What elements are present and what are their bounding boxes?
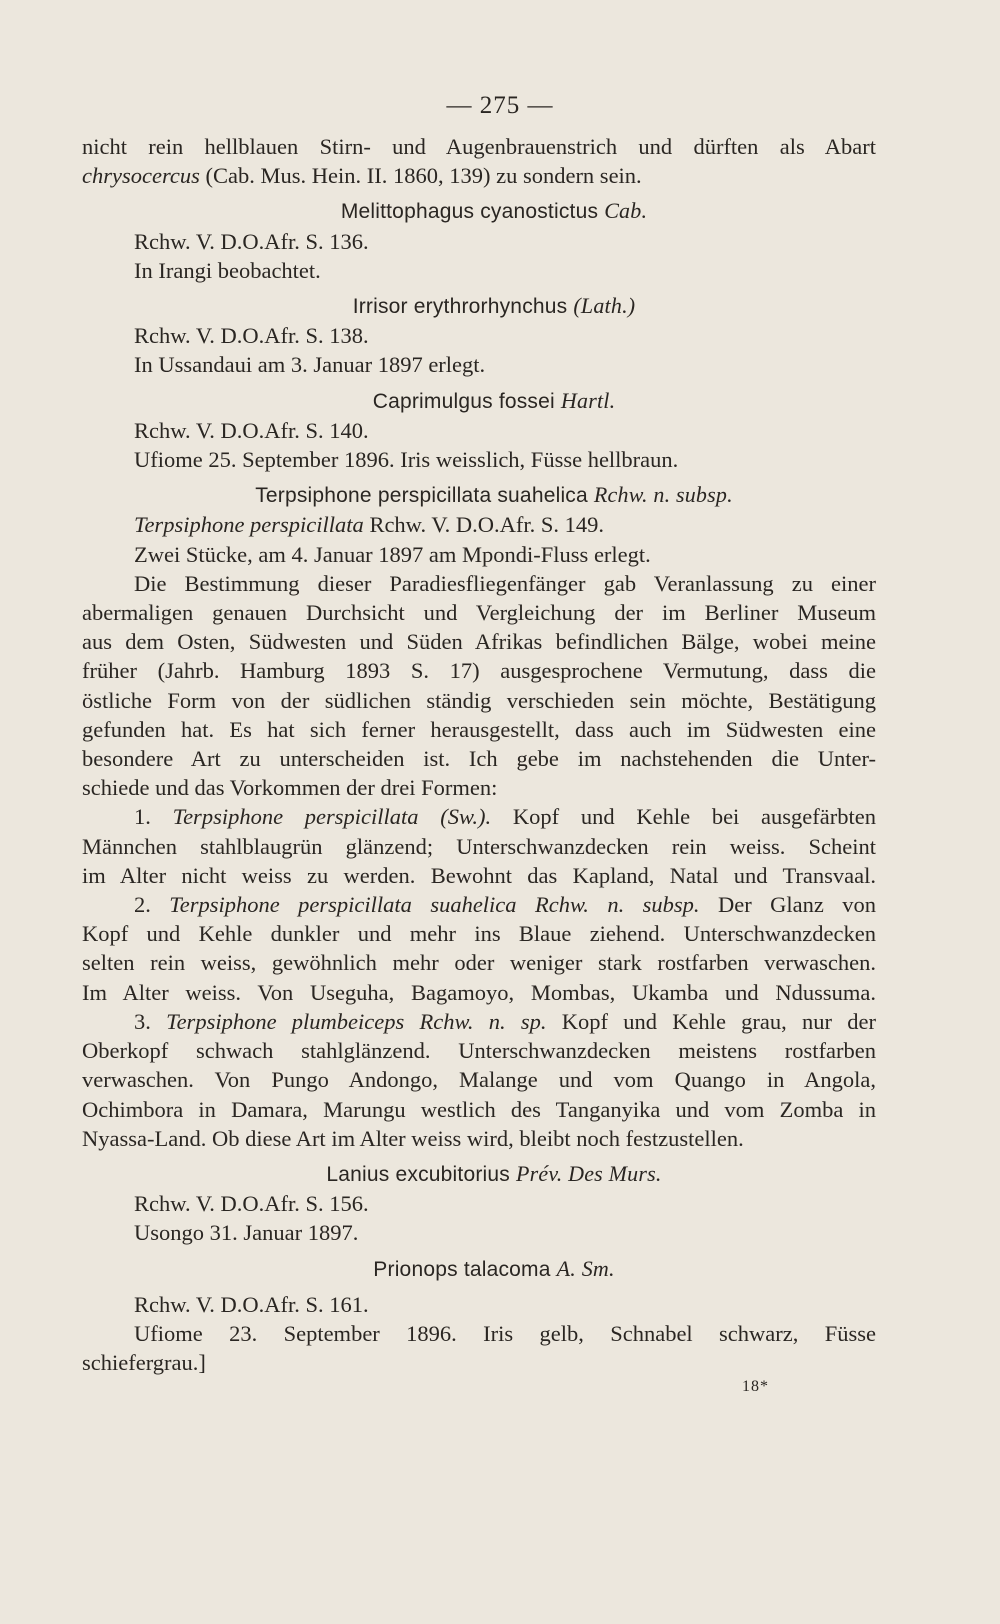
species-name: Lanius excubitorius [326,1162,517,1186]
species-author: Rchw. n. subsp. [593,482,733,508]
species-heading [82,480,876,510]
species-name: Caprimulgus fossei [372,389,561,413]
taxon-italic: Terpsiphone perspicillata [172,804,419,830]
paragraph-line: Männchen stahlblaugrün glänzend; Unterschwanzdecken rein weiss. Scheint [82,833,876,859]
intro-line: nicht rein hellblauen Stirn- und Augenbrauenstrich und dürften als Abart [82,134,876,159]
species-author: Cab. [604,198,648,224]
form-number: 2. [134,892,170,918]
paragraph-line: verwaschen. Von Pungo Andongo, Malange und vom Quango in Angola, [82,1067,876,1093]
reference-line: Rchw. V. D.O.Afr. S. 161. [134,1291,369,1317]
note-line: Ufiome 25. September 1896. Iris weisslich, Füsse hellbraun. [134,447,679,473]
form-text: Der Glanz von [699,892,876,918]
paragraph-line: gefunden hat. Es hat sich ferner herausgestellt, dass auch im Südwesten eine [82,716,876,742]
paragraph-line: Im Alter weiss. Von Useguha, Bagamoyo, Mombas, Ukamba und Ndussuma. [82,979,876,1005]
taxon-italic: Terpsiphone perspicillata suahelica Rchw. n. subsp. [169,892,700,918]
paragraph-line: Ochimbora in Damara, Marungu westlich des Tanganyika und vom Zomba in [82,1096,876,1122]
form-text: Kopf und Kehle grau, nur der [546,1008,876,1034]
paragraph-line: im Alter nicht weiss zu werden. Bewohnt das Kapland, Natal und Transvaal. [82,862,876,888]
note-line: Ufiome 23. September 1896. Iris gelb, Schnabel schwarz, Füsse [134,1320,876,1346]
form-number: 3. [134,1008,167,1034]
intro-text: (Cab. Mus. Hein. II. 1860, 139) zu sondern sein. [199,163,642,189]
paragraph-line: Nyassa-Land. Ob diese Art im Alter weiss wird, bleibt noch festzustellen. [82,1125,744,1151]
intro-line [82,161,876,190]
species-heading [82,1159,876,1189]
paragraph-line: besondere Art zu unterscheiden ist. Ich gebe im nachstehenden die Unter- [82,746,876,772]
page-number: — 275 — [446,92,554,119]
paragraph-line: selten rein weiss, gewöhnlich mehr oder weniger stark rostfarben verwaschen. [82,950,876,976]
page-body [82,132,876,1377]
reference-line: Rchw. V. D.O.Afr. S. 138. [134,323,369,349]
paragraph-line: Oberkopf schwach stahlglänzend. Unterschwanzdecken meistens rostfarben [82,1038,876,1064]
species-name: Irrisor erythrorhynchus [352,295,574,319]
form-entry [82,890,876,919]
form-entry [82,1007,876,1036]
species-heading [82,386,876,416]
paragraph-line: früher (Jahrb. Hamburg 1893 S. 17) ausgesprochene Vermutung, dass die [82,658,876,684]
taxon-italic: Terpsiphone plumbeiceps Rchw. n. sp. [166,1008,547,1034]
species-heading [82,196,876,226]
paragraph-line: Die Bestimmung dieser Paradiesfliegenfänger gab Veranlassung zu einer [134,570,876,596]
reference-line: Rchw. V. D.O.Afr. S. 156. [134,1191,369,1217]
reference-line: Rchw. V. D.O.Afr. S. 140. [134,417,369,443]
note-line: In Ussandaui am 3. Januar 1897 erlegt. [134,352,486,378]
species-name: Terpsiphone perspicillata suahelica [255,484,594,508]
form-entry [82,802,876,831]
paragraph-line: abermaligen genauen Durchsicht und Vergleichung der im Berliner Museum [82,600,876,626]
form-text: Kopf und Kehle bei ausgefärbten [491,804,876,830]
species-author: (Lath.) [573,293,636,319]
synonym-ref: Rchw. V. D.O.Afr. S. 149. [369,512,605,538]
form-author: (Sw.). [418,804,492,830]
species-author: Prév. Des Murs. [516,1160,662,1186]
species-name: Prionops talacoma [373,1257,557,1281]
species-heading [82,291,876,321]
paragraph-line: aus dem Osten, Südwesten und Süden Afrikas befindlichen Bälge, wobei meine [82,629,876,655]
species-name: Melittophagus cyanostictus [340,200,605,224]
note-line: Zwei Stücke, am 4. Januar 1897 am Mpondi-Fluss erlegt. [134,541,651,567]
reference-line: Rchw. V. D.O.Afr. S. 136. [134,228,369,254]
paragraph-line: östliche Form von der südlichen ständig verschieden sein möchte, Bestätigung [82,687,876,713]
taxon-italic: Terpsiphone perspicillata [134,512,370,538]
taxon-italic: chrysocercus [82,163,200,189]
note-line: In Irangi beobachtet. [134,257,321,283]
signature-mark: 18* [742,1378,769,1395]
note-line: schiefergrau.] [82,1350,206,1376]
species-author: Hartl. [560,387,616,413]
paragraph-line: schiede und das Vorkommen der drei Formen: [82,775,498,801]
synonym-line [82,510,876,539]
species-author: A. Sm. [556,1255,615,1281]
species-heading [82,1254,876,1284]
paragraph-line: Kopf und Kehle dunkler und mehr ins Blaue ziehend. Unterschwanzdecken [82,921,876,947]
form-number: 1. [134,804,173,830]
note-line: Usongo 31. Januar 1897. [134,1220,359,1246]
